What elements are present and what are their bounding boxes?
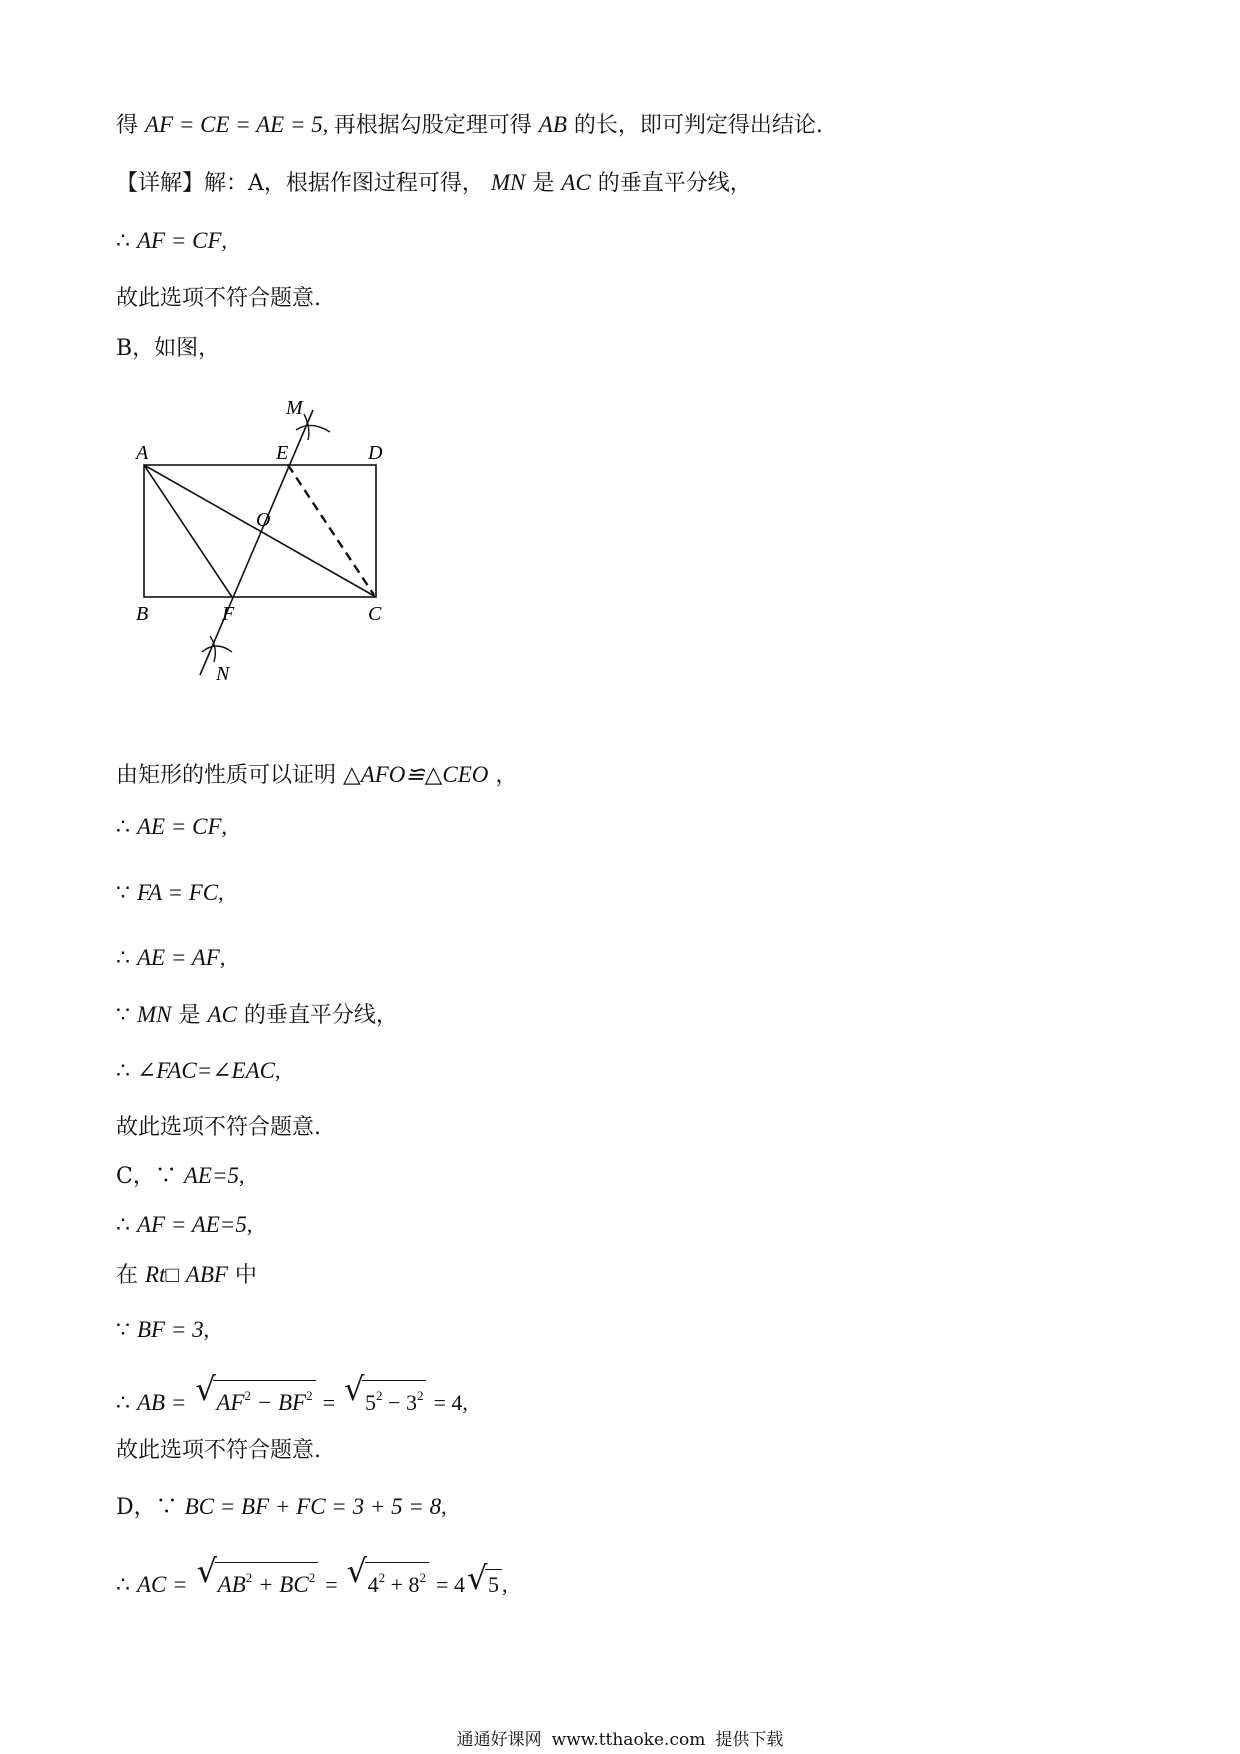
exponent: 2 [376,1388,383,1403]
line-15 [116,1260,257,1291]
line-12: 故此选项不符合题意. [116,1115,321,1140]
math: BC = BF + FC = 3 + 5 = 8 [184,1494,442,1519]
text: D，∵ [116,1495,178,1520]
math: 4 [367,1572,379,1597]
text: 的垂直平分线， [597,171,752,196]
text: , [218,880,224,905]
equals-sign: = [325,1572,338,1597]
text: 的垂直平分线， [243,1003,398,1028]
footer-download-text: 提供下载 [715,1730,784,1750]
math: + 8 [385,1572,420,1597]
math: MN [137,1002,172,1027]
footer-url[interactable]: www.tthaoke.com [551,1730,706,1750]
therefore-symbol: ∴ [116,946,130,971]
math: AF = CF [137,228,222,253]
math: AB [217,1572,246,1597]
label-m: M [286,397,303,419]
equals-sign: = [322,1390,336,1415]
text: 得 [116,113,139,138]
math: AF = CE = AE = 5 [145,112,323,137]
line-2 [116,168,752,199]
line-8 [116,878,224,909]
math: AC [207,1002,237,1027]
line-17 [116,1380,468,1419]
math: AE=5 [183,1163,239,1188]
math: AB [538,112,567,137]
exponent: 2 [419,1570,427,1585]
line-14 [116,1210,252,1241]
exponent: 2 [245,1570,253,1585]
math: ABF [185,1262,228,1287]
math: Rt [145,1262,166,1287]
sqrt-expression [347,1562,429,1600]
math: AB = [137,1390,187,1415]
rectangle-figure [116,390,436,680]
line-mn [200,410,313,675]
label-e: E [276,442,289,464]
math: = 4 [436,1572,465,1597]
text: , 再根据勾股定理可得 [322,112,532,137]
math: AE = CF [137,814,222,839]
line-9 [116,943,225,974]
label-c: C [368,603,382,625]
exponent: 2 [378,1570,386,1585]
line-18: 故此选项不符合题意. [116,1438,321,1463]
sqrt-expression [467,1569,502,1600]
therefore-symbol: ∴ [116,1213,130,1238]
text: 在 [116,1263,139,1288]
line-20 [116,1562,507,1601]
sqrt-expression [197,1562,319,1600]
dashed-ec [288,465,374,595]
diagonal-ac [144,465,376,597]
line-6 [116,760,517,791]
label-a: A [136,442,149,464]
text: ， [495,763,518,788]
math: AF = AE=5 [137,1212,247,1237]
text: , [501,1572,508,1597]
math: − BF [250,1390,307,1415]
label-n: N [216,663,230,680]
text: , [441,1494,447,1519]
label-b: B [136,603,149,625]
line-19 [116,1492,447,1523]
triangle-box-glyph: □ [165,1262,179,1287]
text: 的长，即可判定得出结论. [573,113,823,138]
math: AF [216,1390,245,1415]
because-symbol: ∵ [116,1318,130,1343]
therefore-symbol: ∴ [116,1573,130,1598]
math: + BC [252,1572,309,1597]
line-5: B，如图， [116,336,221,361]
math: FA = FC [137,880,219,905]
line-1 [116,110,823,141]
label-o: O [256,509,271,531]
line-3 [116,226,227,257]
therefore-symbol: ∴ [116,815,130,840]
line-16 [116,1315,209,1346]
math: AE = AF [137,945,220,970]
text: 由矩形的性质可以证明 [116,763,337,788]
text: 【详解】解：A，根据作图过程可得， [116,171,484,196]
because-symbol: ∵ [116,1003,130,1028]
math: △AFO≌△CEO [343,762,489,787]
sqrt-expression [344,1380,426,1418]
text: 中 [234,1263,257,1288]
line-10 [116,1000,398,1031]
therefore-symbol: ∴ [116,1391,130,1416]
text: , [246,1212,253,1237]
text: 是 [532,171,555,196]
text: 是 [178,1003,201,1028]
math: AC [561,170,591,195]
line-4: 故此选项不符合题意. [116,286,321,311]
sqrt-expression [195,1380,315,1418]
math: MN [490,170,526,195]
math: 5 [365,1390,377,1415]
text: C，∵ [116,1164,177,1189]
line-11 [116,1056,280,1087]
math: AC = [137,1572,188,1597]
math: ∠FAC=∠EAC [137,1058,275,1083]
text: , [238,1163,245,1188]
because-symbol: ∵ [116,881,130,906]
math: − 3 [382,1390,417,1415]
label-d: D [368,442,383,464]
arc-n-1 [202,646,232,652]
arc-m-1 [296,425,330,432]
math: 5 [485,1569,502,1600]
exponent: 2 [306,1388,313,1403]
line-13 [116,1161,244,1192]
text: , [203,1317,210,1342]
text: , [462,1390,468,1415]
line-7 [116,812,227,843]
footer-site-name: 通通好课网 [456,1730,542,1750]
exponent: 2 [308,1570,316,1585]
therefore-symbol: ∴ [116,1059,130,1084]
text: , [221,228,228,253]
text: , [221,814,228,839]
segment-af [144,465,232,597]
label-f: F [222,603,235,625]
math: = 4 [433,1390,463,1415]
text: , [219,945,226,970]
math: BF = 3 [137,1317,204,1342]
exponent: 2 [244,1388,251,1403]
footer [0,1725,1240,1750]
therefore-symbol: ∴ [116,229,130,254]
exponent: 2 [416,1388,424,1403]
text: , [274,1058,281,1083]
